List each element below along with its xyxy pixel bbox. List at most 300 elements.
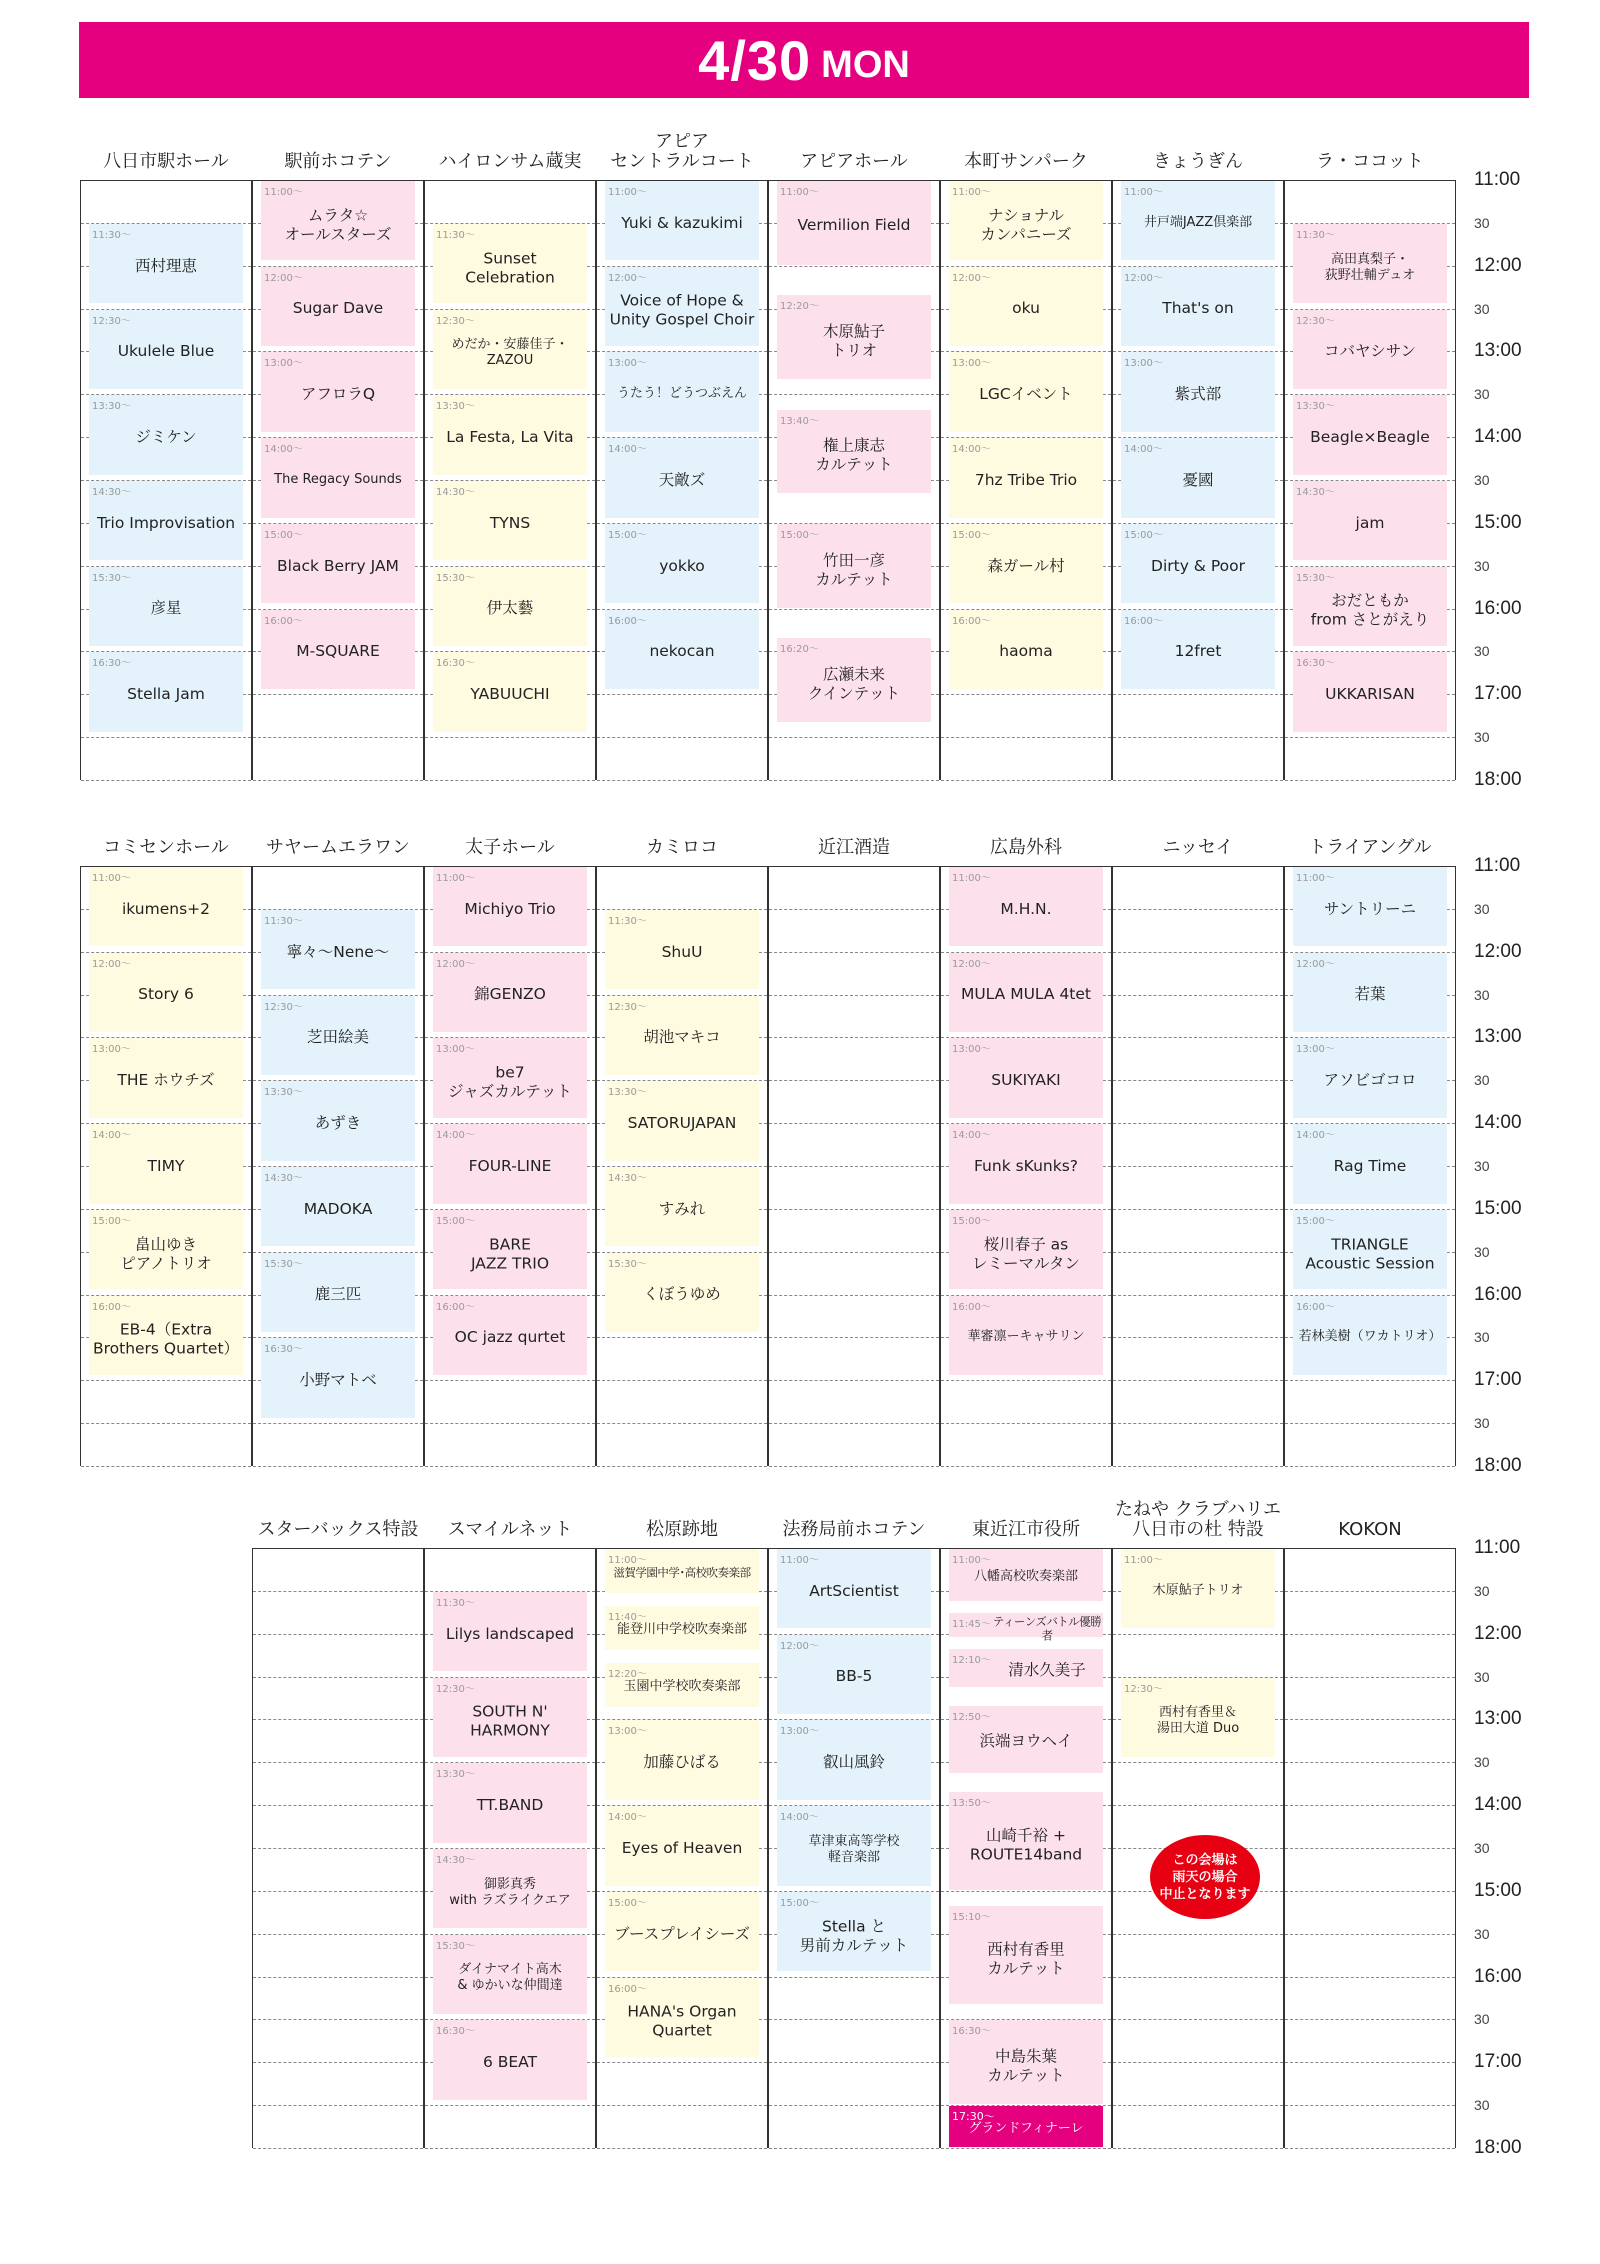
venue-column	[424, 866, 596, 1466]
column-top-rule	[253, 866, 423, 867]
event-name: ティーンズバトル優勝者	[992, 1614, 1102, 1643]
event-name: Vermilion Field	[797, 215, 911, 234]
event-slot	[777, 1549, 931, 1628]
event-start-time: 13:00〜	[780, 1726, 819, 1738]
event-name: TIMY	[147, 1156, 185, 1175]
event-start-time: 14:30〜	[264, 1173, 303, 1184]
event-slot	[89, 1038, 243, 1117]
event-name: MULA MULA 4tet	[960, 985, 1092, 1004]
rain-cancellation-notice: この会場は 雨天の場合 中止となります	[1150, 1835, 1260, 1919]
grid-line	[769, 394, 939, 395]
event-start-time: 12:30〜	[436, 315, 475, 327]
event-start-time: 16:30〜	[264, 1344, 303, 1356]
event-slot	[433, 1296, 587, 1375]
grid-line	[597, 737, 767, 738]
hour-label: 18:00	[1474, 2137, 1522, 2158]
event-name: アソビゴコロ	[1323, 1070, 1417, 1089]
event-start-time: 16:00〜	[92, 1301, 131, 1313]
grid-line	[769, 2105, 939, 2106]
grid-line	[253, 1591, 423, 1592]
hour-label: 14:00	[1474, 426, 1522, 448]
grid-line	[253, 1677, 423, 1678]
event-slot	[605, 1663, 759, 1707]
event-slot	[261, 524, 415, 603]
event-slot	[89, 1124, 243, 1203]
event-name: 山崎千裕 + ROUTE14band	[969, 1826, 1083, 1864]
grid-line	[1285, 2019, 1455, 2020]
event-name: 彦星	[150, 599, 182, 618]
event-start-time: 13:00〜	[952, 1044, 991, 1056]
event-name: BB-5	[835, 1667, 873, 1686]
event-slot	[89, 567, 243, 646]
grid-line	[1113, 1423, 1283, 1424]
grid-line	[1285, 1762, 1455, 1763]
event-slot	[1293, 395, 1447, 474]
event-slot	[1293, 481, 1447, 560]
half-hour-label: 30	[1474, 1925, 1490, 1942]
grid-line	[1113, 909, 1283, 910]
event-slot	[433, 310, 587, 389]
event-start-time: 14:30〜	[608, 1173, 647, 1184]
venue-header: ハイロンサム蔵実	[438, 151, 582, 172]
half-hour-label: 30	[1474, 1668, 1490, 1685]
grid-line	[769, 266, 939, 267]
event-slot	[89, 310, 243, 389]
grid-line	[1113, 995, 1283, 996]
grid-line	[769, 2019, 939, 2020]
hour-label: 17:00	[1474, 1369, 1522, 1391]
event-slot	[1121, 1549, 1275, 1628]
grid-line	[81, 1380, 251, 1381]
event-slot	[605, 1806, 759, 1885]
half-hour-label: 30	[1474, 1158, 1490, 1174]
venue-column	[1284, 180, 1456, 780]
grid-line	[597, 1423, 767, 1424]
grid-line	[1113, 1805, 1283, 1806]
event-name: アフロラQ	[300, 384, 376, 403]
grid-line	[1113, 1977, 1283, 1978]
event-name: 叡山風鈴	[822, 1752, 885, 1771]
grid-line	[1285, 780, 1455, 781]
event-start-time: 13:00〜	[92, 1044, 131, 1056]
grid-line	[1285, 737, 1455, 738]
venue-header: ラ・ココット	[1316, 151, 1424, 172]
event-name: 御影真秀 with ラズライクエア	[449, 1876, 571, 1908]
event-slot	[89, 481, 243, 560]
event-start-time: 14:30〜	[92, 487, 131, 498]
event-start-time: 16:00〜	[1124, 615, 1163, 627]
event-name: Sugar Dave	[292, 299, 384, 318]
event-name: TRIANGLE Acoustic Session	[1305, 1235, 1435, 1273]
event-start-time: 15:30〜	[92, 572, 131, 584]
event-start-time: 15:00〜	[92, 1215, 131, 1227]
event-name: ブースプレイシーズ	[613, 1924, 751, 1943]
event-start-time: 12:00〜	[436, 958, 475, 970]
grid-line	[1113, 1252, 1283, 1253]
event-name: Stella Jam	[127, 684, 205, 703]
event-start-time: 12:00〜	[1296, 958, 1335, 970]
event-slot	[949, 352, 1103, 431]
event-name: 鹿三匹	[314, 1285, 362, 1304]
event-name: EB-4（Extra Brothers Quartet）	[92, 1320, 240, 1358]
event-start-time: 12:10〜	[952, 1655, 991, 1666]
event-slot	[433, 1124, 587, 1203]
event-slot	[89, 1296, 243, 1375]
grid-line	[769, 1166, 939, 1167]
event-name: ナショナル カンパニーズ	[980, 206, 1072, 244]
event-start-time: 15:00〜	[952, 529, 991, 541]
venue-column	[768, 180, 940, 780]
hour-label: 18:00	[1474, 1455, 1522, 1476]
event-slot	[433, 1849, 587, 1928]
event-name: 胡池マキコ	[643, 1028, 721, 1047]
half-hour-label: 30	[1474, 1329, 1490, 1346]
event-start-time: 15:30〜	[1296, 572, 1335, 584]
event-slot	[949, 1706, 1103, 1773]
event-name: 井戸端JAZZ倶楽部	[1143, 214, 1253, 230]
grid-line	[769, 952, 939, 953]
event-slot	[777, 181, 931, 265]
event-start-time: 11:00〜	[608, 1555, 647, 1566]
grid-line	[1113, 1634, 1283, 1635]
event-slot	[949, 2020, 1103, 2104]
event-slot	[605, 996, 759, 1075]
event-slot	[433, 567, 587, 646]
event-start-time: 15:00〜	[608, 1897, 647, 1909]
grid-line	[1113, 1934, 1283, 1935]
grid-line	[253, 2105, 423, 2106]
event-name: 木原鮎子 トリオ	[822, 322, 885, 360]
event-slot	[949, 1549, 1103, 1601]
event-name: Beagle×Beagle	[1310, 427, 1430, 446]
hour-label: 17:00	[1474, 683, 1522, 705]
column-top-rule	[425, 180, 595, 181]
hour-label: 15:00	[1474, 1197, 1522, 1219]
grid-line	[769, 780, 939, 781]
event-slot	[433, 1763, 587, 1842]
grid-line	[1285, 2062, 1455, 2063]
venue-column	[252, 1548, 424, 2148]
hour-label: 11:00	[1474, 169, 1521, 190]
venue-column	[1112, 866, 1284, 1466]
event-slot	[1121, 352, 1275, 431]
grid-line	[769, 1252, 939, 1253]
event-slot	[949, 1792, 1103, 1890]
event-slot	[949, 1649, 1103, 1687]
column-top-rule	[425, 1548, 595, 1549]
event-name: Rag Time	[1333, 1156, 1407, 1175]
event-start-time: 13:30〜	[264, 1087, 303, 1099]
event-name: SATORUJAPAN	[627, 1113, 737, 1132]
grid-line	[941, 1891, 1111, 1892]
grid-line	[769, 1337, 939, 1338]
event-name: あずき	[314, 1113, 362, 1132]
event-start-time: 16:00〜	[1296, 1301, 1335, 1313]
half-hour-label: 30	[1474, 729, 1490, 746]
grid-line	[253, 1466, 423, 1467]
event-start-time: 15:30〜	[436, 572, 475, 584]
event-start-time: 11:00〜	[780, 187, 819, 198]
event-slot	[949, 524, 1103, 603]
event-name: 小野マトベ	[299, 1370, 377, 1389]
event-name: 畠山ゆき ピアノトリオ	[120, 1235, 212, 1273]
event-slot	[605, 1549, 759, 1593]
event-name: 能登川中学校吹奏楽部	[616, 1621, 747, 1637]
event-start-time: 13:30〜	[436, 1769, 475, 1781]
grid-line	[769, 1209, 939, 1210]
event-name: 高田真梨子・ 荻野壮輔デュオ	[1324, 251, 1416, 283]
venue-header: 松原跡地	[646, 1519, 718, 1540]
grid-line	[253, 1805, 423, 1806]
half-hour-label: 30	[1474, 2097, 1490, 2114]
grid-line	[1113, 1337, 1283, 1338]
event-start-time: 12:30〜	[436, 1683, 475, 1695]
grid-line	[253, 780, 423, 781]
event-slot	[89, 867, 243, 946]
event-slot	[261, 1253, 415, 1332]
event-name: 7hz Tribe Trio	[974, 470, 1078, 489]
event-name: LGCイベント	[979, 384, 1073, 403]
venue-header: 東近江市役所	[972, 1519, 1080, 1540]
event-name: 西村理恵	[134, 256, 197, 275]
event-name: M-SQUARE	[296, 642, 380, 661]
venue-header: サヤームエラワン	[266, 837, 410, 858]
event-start-time: 11:00〜	[952, 1555, 991, 1566]
event-name: めだか・安藤佳子・ ZAZOU	[451, 337, 569, 369]
event-name: Yuki & kazukimi	[621, 213, 743, 232]
grid-line	[253, 2019, 423, 2020]
grid-line	[425, 1380, 595, 1381]
grid-line	[597, 780, 767, 781]
event-slot	[777, 1720, 931, 1799]
grid-line	[769, 909, 939, 910]
column-top-rule	[597, 866, 767, 867]
event-name: 清水久美子	[1008, 1660, 1086, 1679]
grid-line	[1285, 1677, 1455, 1678]
venue-header: スマイルネット	[447, 1519, 573, 1540]
event-start-time: 13:00〜	[952, 358, 991, 370]
event-start-time: 14:30〜	[436, 487, 475, 498]
venue-header: 駅前ホコテン	[284, 151, 392, 172]
venue-column	[80, 180, 252, 780]
grid-line	[425, 2148, 595, 2149]
event-name: 若林美樹（ワカトリオ）	[1298, 1329, 1442, 1345]
event-start-time: 12:30〜	[92, 315, 131, 327]
grid-line	[1285, 1805, 1455, 1806]
column-top-rule	[1285, 180, 1455, 181]
event-name: ダイナマイト高木 & ゆかいな仲間達	[457, 1962, 563, 1994]
event-start-time: 12:20〜	[608, 1669, 647, 1681]
event-name: 憂國	[1182, 470, 1214, 489]
grid-line	[253, 1634, 423, 1635]
event-slot	[261, 352, 415, 431]
venue-header: カミロコ	[646, 837, 718, 858]
event-start-time: 12:30〜	[1124, 1683, 1163, 1695]
grid-line	[253, 2062, 423, 2063]
event-name: FOUR-LINE	[468, 1156, 552, 1175]
event-start-time: 11:00〜	[436, 873, 475, 884]
event-name: 中島朱葉 カルテット	[987, 2047, 1065, 2085]
venue-header: アピア セントラルコート	[610, 131, 754, 172]
event-start-time: 16:20〜	[780, 644, 819, 656]
event-name: 玉園中学校吹奏楽部	[623, 1679, 741, 1695]
event-slot	[949, 867, 1103, 946]
grid-line	[253, 1934, 423, 1935]
event-name: 芝田絵美	[306, 1028, 369, 1047]
event-start-time: 11:00〜	[780, 1555, 819, 1566]
event-name: TT.BAND	[476, 1795, 544, 1814]
event-slot	[1293, 953, 1447, 1032]
venue-column	[768, 866, 940, 1466]
event-name: haoma	[999, 642, 1053, 661]
column-top-rule	[1285, 1548, 1455, 1549]
event-slot	[433, 1935, 587, 2014]
event-start-time: 14:00〜	[608, 444, 647, 456]
event-name: SUKIYAKI	[991, 1070, 1061, 1089]
grid-line	[1113, 1123, 1283, 1124]
hour-label: 13:00	[1474, 340, 1522, 362]
hour-label: 12:00	[1474, 1622, 1522, 1644]
venue-header: たねや クラブハリエ 八日市の杜 特設	[1115, 1499, 1281, 1540]
event-slot	[949, 1613, 1103, 1643]
event-name: グランドフィナーレ	[968, 2120, 1084, 2136]
event-name: 竹田一彦 カルテット	[815, 551, 893, 589]
event-name: Voice of Hope & Unity Gospel Choir	[609, 291, 755, 329]
event-start-time: 15:00〜	[780, 529, 819, 541]
event-start-time: 12:20〜	[780, 301, 819, 313]
event-slot	[433, 652, 587, 731]
event-name: SOUTH N' HARMONY	[470, 1702, 550, 1740]
event-slot	[261, 1338, 415, 1417]
venue-column	[1284, 1548, 1456, 2148]
event-slot	[949, 1906, 1103, 2004]
grid-line	[597, 2062, 767, 2063]
event-start-time: 13:30〜	[92, 401, 131, 413]
grid-line	[1285, 1977, 1455, 1978]
event-start-time: 16:30〜	[1296, 658, 1335, 670]
event-start-time: 16:30〜	[92, 658, 131, 670]
hour-label: 11:00	[1474, 855, 1521, 876]
event-name: Story 6	[138, 985, 194, 1004]
event-start-time: 13:40〜	[780, 415, 819, 427]
event-slot	[949, 1210, 1103, 1289]
grid-line	[597, 2148, 767, 2149]
grid-line	[1113, 1080, 1283, 1081]
venue-header: スターバックス特設	[257, 1519, 419, 1540]
venue-header: 本町サンパーク	[964, 151, 1088, 172]
event-name: ArtScientist	[809, 1581, 899, 1600]
event-start-time: 15:00〜	[264, 529, 303, 541]
grid-line	[769, 2148, 939, 2149]
event-start-time: 16:30〜	[436, 658, 475, 670]
event-slot	[949, 1296, 1103, 1375]
grid-line	[81, 737, 251, 738]
event-name: 寧々〜Nene〜	[286, 942, 390, 961]
event-name: Trio Improvisation	[96, 513, 236, 532]
hour-label: 12:00	[1474, 940, 1522, 962]
grid-line	[769, 1423, 939, 1424]
event-start-time: 11:45〜	[952, 1619, 991, 1631]
venue-header: 八日市駅ホール	[103, 151, 229, 172]
event-slot	[433, 1210, 587, 1289]
half-hour-label: 30	[1474, 643, 1490, 660]
grid-line	[1285, 1891, 1455, 1892]
event-slot	[605, 524, 759, 603]
half-hour-label: 30	[1474, 1415, 1490, 1432]
event-slot	[1293, 310, 1447, 389]
event-name: 錦GENZO	[474, 985, 546, 1004]
grid-line	[253, 1423, 423, 1424]
event-name: Eyes of Heaven	[621, 1838, 743, 1857]
grid-line	[1285, 1423, 1455, 1424]
event-name: 桜川春子 as レミーマルタン	[972, 1235, 1080, 1273]
grid-line	[253, 1891, 423, 1892]
event-name: Black Berry JAM	[277, 556, 399, 575]
event-name: That's on	[1162, 299, 1234, 318]
venue-column	[596, 1548, 768, 2148]
event-slot	[261, 996, 415, 1075]
grid-line	[1113, 780, 1283, 781]
event-name: ムラタ☆ オールスターズ	[284, 206, 392, 244]
event-slot	[949, 610, 1103, 689]
event-start-time: 11:30〜	[92, 229, 131, 241]
venue-column	[596, 866, 768, 1466]
event-name: 草津東高等学校 軽音楽部	[808, 1833, 900, 1865]
event-name: 若葉	[1354, 985, 1386, 1004]
grid-line	[1113, 1209, 1283, 1210]
event-name: サントリーニ	[1323, 899, 1417, 918]
half-hour-label: 30	[1474, 1243, 1490, 1260]
event-name: 12fret	[1174, 642, 1222, 661]
event-start-time: 12:00〜	[952, 958, 991, 970]
header-day-of-week: MON	[821, 43, 910, 86]
event-slot	[261, 438, 415, 517]
event-start-time: 11:30〜	[264, 915, 303, 927]
header-date: 4/30	[698, 28, 812, 92]
grid-line	[1113, 1762, 1283, 1763]
event-slot	[1293, 224, 1447, 303]
event-name: BARE JAZZ TRIO	[470, 1235, 550, 1273]
event-start-time: 13:00〜	[608, 358, 647, 370]
event-slot	[1121, 267, 1275, 346]
grid-line	[769, 737, 939, 738]
event-start-time: 16:00〜	[436, 1301, 475, 1313]
event-start-time: 14:00〜	[1124, 444, 1163, 456]
event-start-time: 12:50〜	[952, 1712, 991, 1724]
event-slot	[261, 181, 415, 260]
event-start-time: 12:00〜	[608, 272, 647, 284]
event-name: 権上康志 カルテット	[815, 436, 893, 474]
event-start-time: 11:30〜	[436, 1597, 475, 1609]
grid-line	[1113, 1295, 1283, 1296]
event-name: Ukulele Blue	[117, 342, 215, 361]
grid-line	[1285, 1466, 1455, 1467]
hour-label: 13:00	[1474, 1708, 1522, 1730]
grid-line	[425, 737, 595, 738]
hour-label: 16:00	[1474, 1965, 1522, 1987]
venue-header: ニッセイ	[1162, 837, 1234, 858]
grid-line	[1285, 1634, 1455, 1635]
event-slot	[605, 610, 759, 689]
event-slot	[949, 2106, 1103, 2147]
grid-line	[1113, 694, 1283, 695]
grid-line	[1113, 737, 1283, 738]
grid-line	[941, 2148, 1111, 2149]
event-name: Lilys landscaped	[445, 1624, 575, 1643]
hour-label: 15:00	[1474, 1879, 1522, 1901]
event-start-time: 15:00〜	[952, 1215, 991, 1227]
event-slot	[89, 395, 243, 474]
